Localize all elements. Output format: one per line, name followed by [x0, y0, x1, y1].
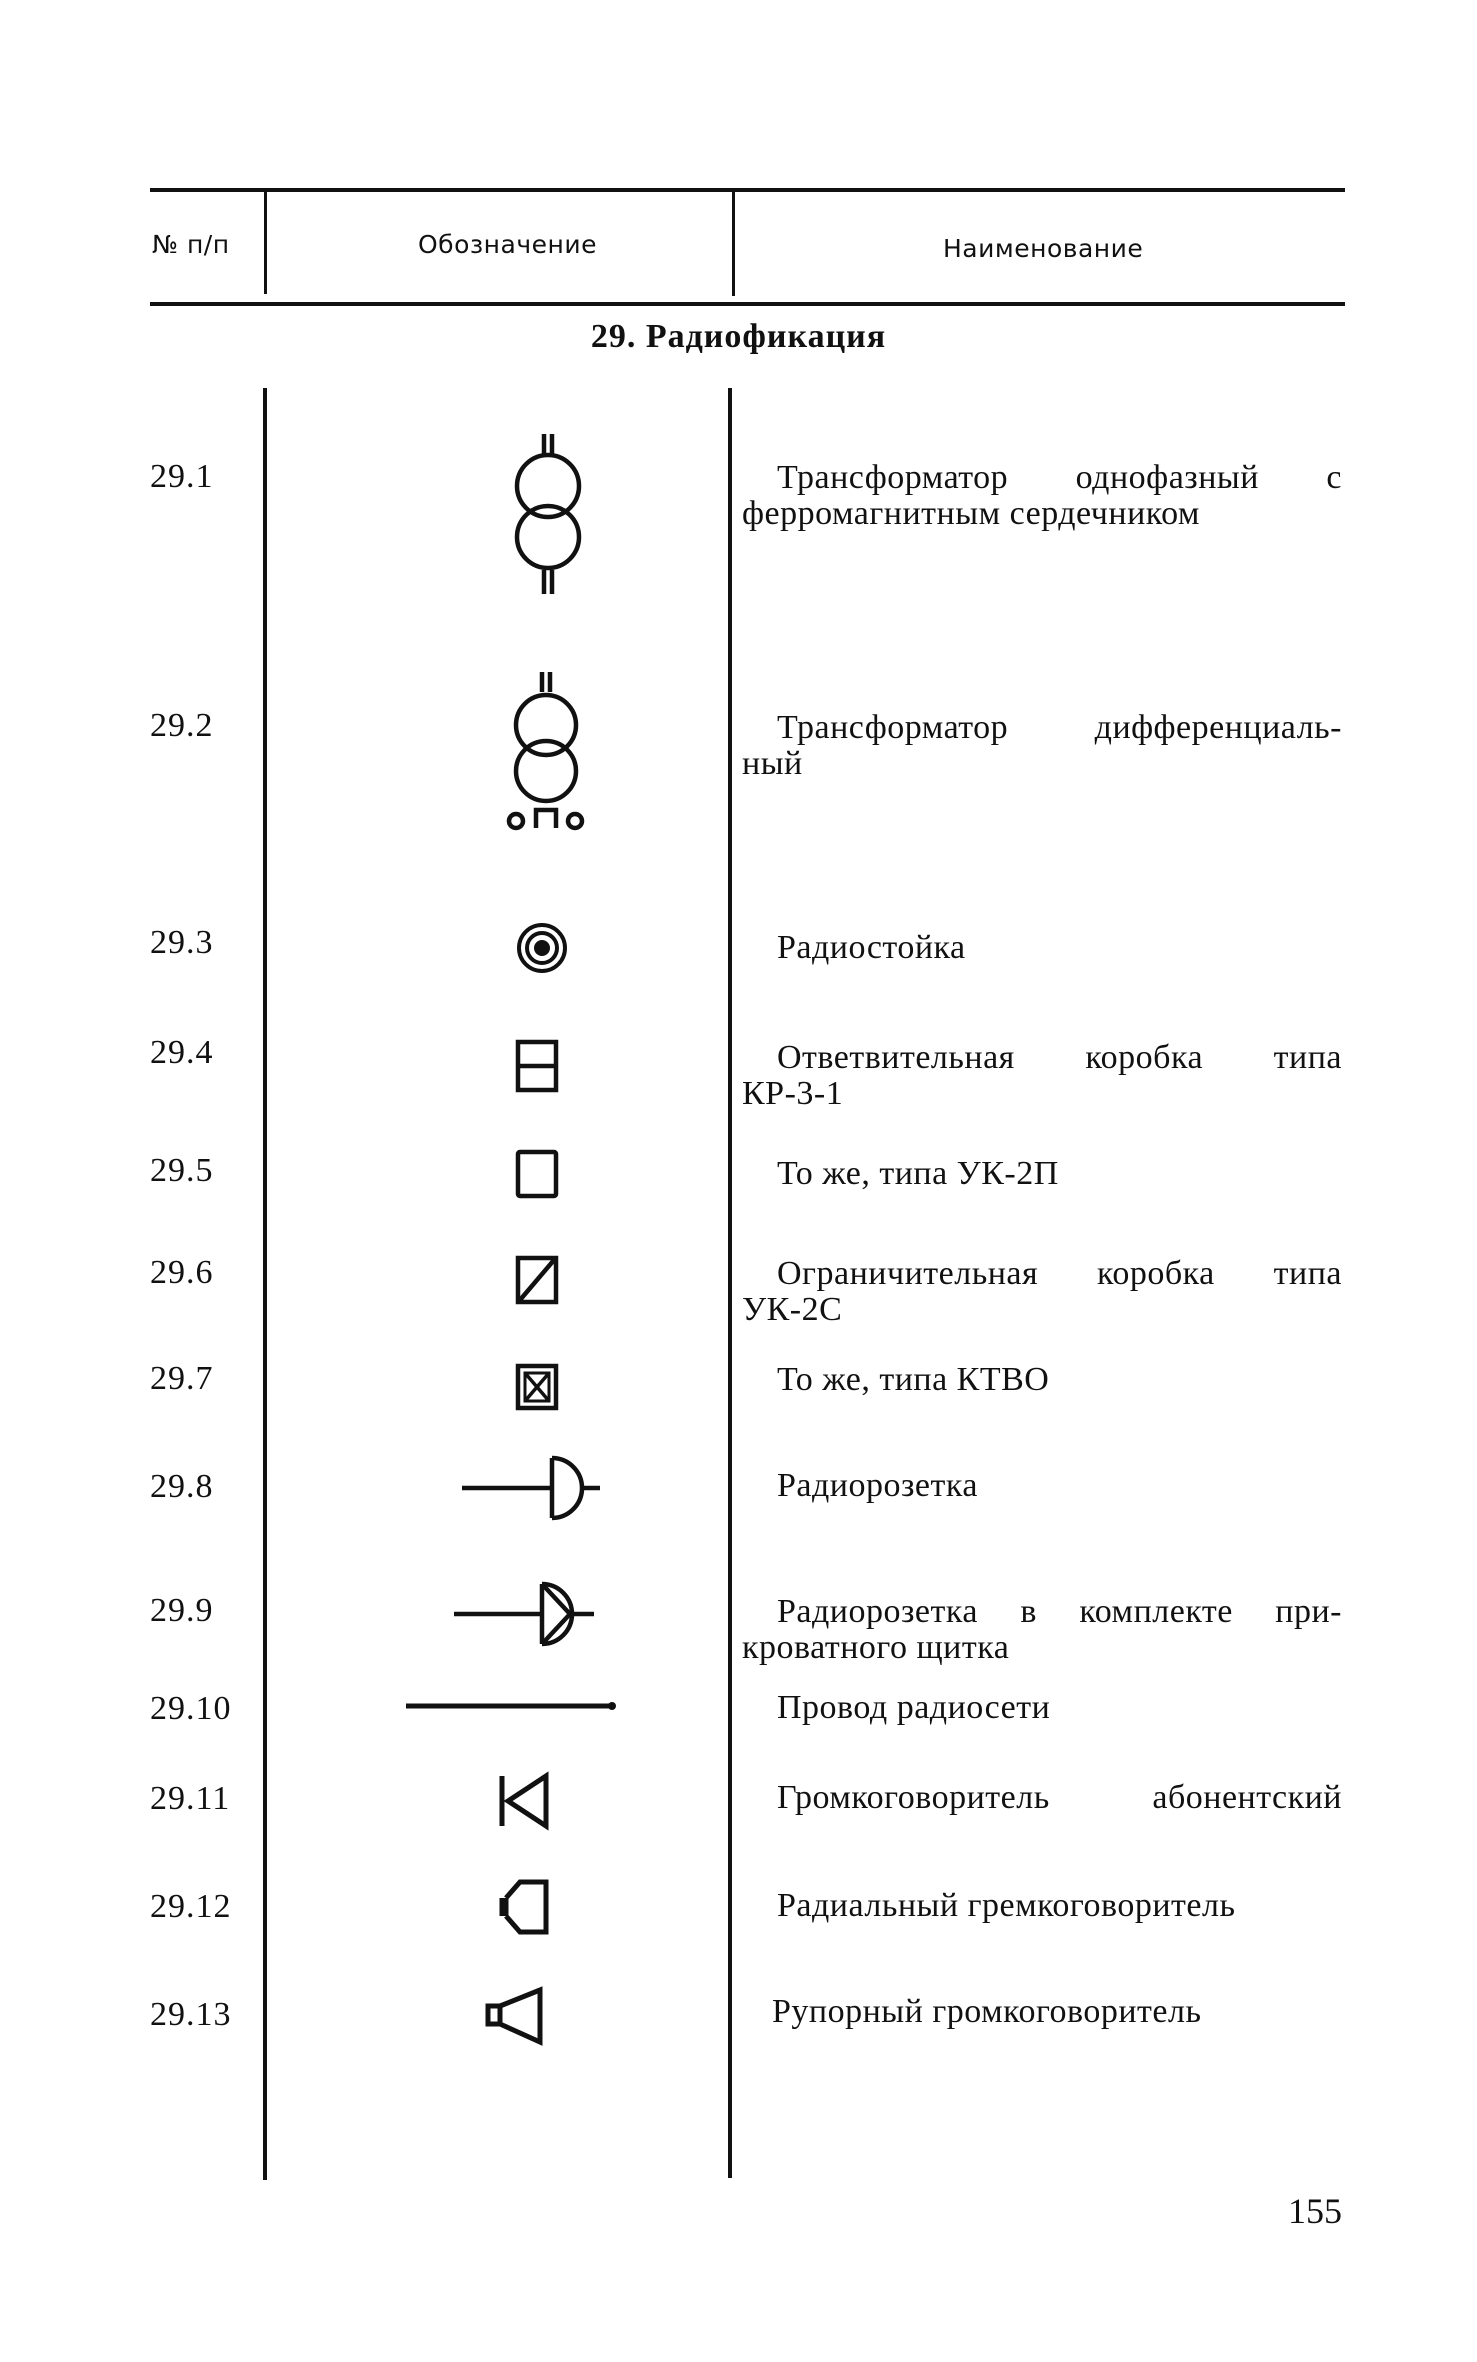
row-name-line1: Радиостойка: [777, 929, 966, 966]
row-name-line1: Ограничительная коробка типа: [777, 1255, 1342, 1292]
subscriber-loudspeaker-icon: [494, 1770, 554, 1832]
row-name: [742, 1256, 1342, 1328]
row-name: [742, 1888, 1342, 1924]
row-name: [742, 460, 1342, 532]
header-bottom-rule: [150, 302, 1345, 306]
horn-loudspeaker-icon: [484, 1984, 554, 2048]
row-name-line2: УК-2С: [742, 1291, 843, 1328]
header-number: № п/п: [152, 230, 230, 259]
row-name-line1: Рупорный громкоговоритель: [772, 1993, 1202, 2030]
row-name: [742, 1040, 1342, 1112]
header-divider-1: [264, 188, 267, 294]
row-number: 29.8: [150, 1468, 214, 1505]
bedside-radio-socket-icon: [452, 1570, 602, 1654]
row-name: [742, 930, 1342, 966]
row-name: [742, 1468, 1342, 1504]
single-phase-transformer-icon: [508, 430, 588, 605]
row-name: [742, 1780, 1342, 1816]
row-number: 29.5: [150, 1152, 214, 1189]
row-number: 29.4: [150, 1034, 214, 1071]
row-number: 29.2: [150, 707, 214, 744]
square-box-icon: [514, 1148, 560, 1202]
row-number: 29.11: [150, 1780, 231, 1817]
section-title: 29. Радиофикация: [590, 318, 887, 355]
header-top-rule: [150, 188, 1345, 192]
row-number: 29.3: [150, 924, 214, 961]
row-name: [742, 1594, 1342, 1666]
row-name-line1: Радиальный гремкоговоритель: [777, 1887, 1236, 1924]
row-name-line1: Трансформатор однофазный с: [777, 459, 1342, 496]
header-divider-2: [732, 192, 735, 296]
row-number: 29.7: [150, 1360, 214, 1397]
header-symbol: Обозначение: [418, 230, 597, 259]
radio-wire-icon: [402, 1696, 620, 1716]
row-name-line1: Радиорозетка: [777, 1467, 978, 1504]
row-name-line1: Радиорозетка в комплекте при-: [777, 1593, 1342, 1630]
row-name: [742, 710, 1342, 782]
row-name-line2: ферромагнитным сердечником: [742, 495, 1200, 532]
row-name: [742, 1156, 1342, 1192]
page-number: 155: [1288, 2191, 1342, 2231]
row-name-line2: КР-3-1: [742, 1075, 844, 1112]
row-name-line2: кроватного щитка: [742, 1629, 1010, 1666]
row-number: 29.12: [150, 1888, 232, 1925]
header-name: Наименование: [943, 234, 1144, 263]
crossed-box-icon: [514, 1362, 560, 1414]
row-name-line1: Громкоговоритель абонентский: [777, 1779, 1342, 1816]
row-name: [742, 1362, 1342, 1398]
row-name: [742, 1994, 1342, 2030]
row-name-line1: То же, типа КТВО: [777, 1361, 1050, 1398]
row-name-line2: ный: [742, 745, 803, 782]
limiting-box-icon: [514, 1254, 560, 1308]
row-name: [742, 1690, 1342, 1726]
row-number: 29.10: [150, 1690, 232, 1727]
row-name-line1: Ответвительная коробка типа: [777, 1039, 1342, 1076]
branch-box-icon: [514, 1038, 560, 1094]
radio-rack-icon: [512, 918, 572, 978]
row-number: 29.6: [150, 1254, 214, 1291]
radial-loudspeaker-icon: [494, 1876, 554, 1938]
body-divider-1: [263, 388, 267, 2180]
row-name-line1: Трансформатор дифференциаль-: [777, 709, 1342, 746]
radio-socket-icon: [460, 1446, 604, 1526]
row-name-line1: То же, типа УК-2П: [777, 1155, 1059, 1192]
row-number: 29.13: [150, 1996, 232, 2033]
row-number: 29.9: [150, 1592, 214, 1629]
body-divider-2: [728, 388, 732, 2178]
row-number: 29.1: [150, 458, 214, 495]
differential-transformer-icon: [500, 668, 590, 838]
row-name-line1: Провод радиосети: [777, 1689, 1051, 1726]
